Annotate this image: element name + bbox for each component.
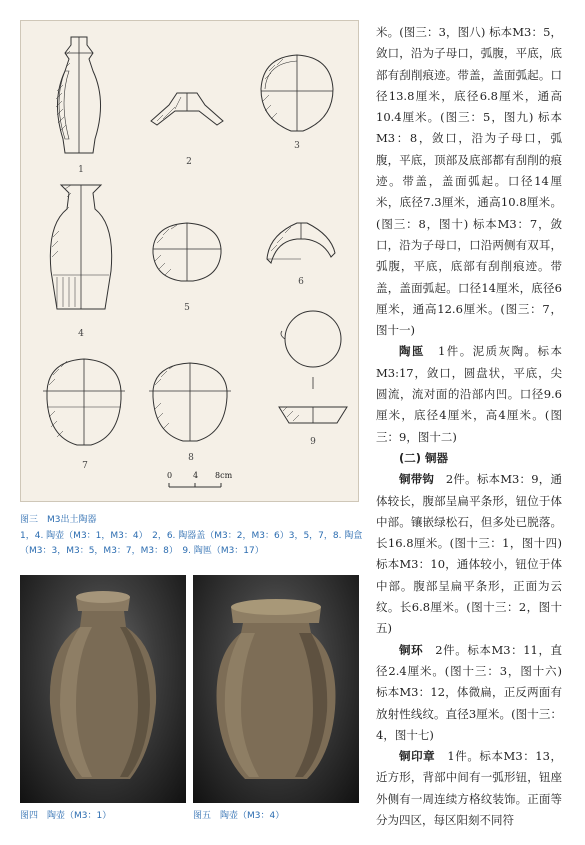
paragraph-bronze-ring xyxy=(376,640,562,746)
figure-3-caption-title: 图三 M3出土陶器 xyxy=(20,515,97,525)
figure-label-7: 7 xyxy=(82,461,88,471)
photo-2-caption: 图五 陶壶（M3：4） xyxy=(193,811,285,821)
heading-bronze-ring: 铜环 xyxy=(399,642,424,657)
body-text-column xyxy=(376,22,562,831)
basin-drawing-9 xyxy=(273,307,353,457)
figure-label-4: 4 xyxy=(78,329,84,339)
paragraph-belt-hook xyxy=(376,469,562,639)
figure-label-3: 3 xyxy=(294,141,300,151)
box-drawing-8 xyxy=(147,357,233,463)
scale-label-8cm: 8cm xyxy=(215,471,233,480)
paragraph-box-descriptions: 米。(图三：3，图八) 标本M3：5，敛口，沿为子母口，弧腹，平底，底部有刮削痕迹。带盖，盖面弧起。口径13.8厘米，底径6.8厘米，通高10.4厘米。(图三：5，图九) 标本M3：8，敛口，沿为子母口，弧腹，平底，顶部及底部都有刮削的痕迹。带盖，盖面弧起。口径14厘米，底径7.3厘米，通高10.8厘米。(图三：8，图十) 标本M3：7，敛口，沿为子母口，口沿两侧有双耳，弧腹，平底，底部有刮削痕迹。带盖，盖面弧起。口径14厘米，底径6厘米，通高12.6厘米。(图三：7，图十一) xyxy=(376,25,562,338)
figure-3-plate xyxy=(20,20,359,502)
lid-drawing-6 xyxy=(261,211,341,287)
figure-label-8: 8 xyxy=(188,453,194,463)
figure-3-caption-body: 1，4. 陶壶（M3：1，M3：4） 2，6. 陶器盖（M3：2，M3：6）3，5，7，8. 陶盒（M3：3，M3：5，M3：7，M3：8） 9. 陶匜（M3：17） xyxy=(20,531,363,556)
figure-label-1: 1 xyxy=(78,165,84,175)
paragraph-bronze-seal xyxy=(376,746,562,831)
scale-label-0: 0 xyxy=(167,471,173,480)
box-drawing-3 xyxy=(257,49,337,149)
section-heading-bronze: (二) 铜器 xyxy=(399,450,449,465)
pot-drawing-1 xyxy=(49,31,109,175)
box-drawing-5 xyxy=(147,217,227,313)
heading-belt-hook: 铜带钩 xyxy=(399,472,435,487)
photo-pot-m3-1 xyxy=(20,575,186,803)
scale-bar xyxy=(165,471,245,495)
pot-drawing-4 xyxy=(41,181,121,339)
heading-pottery-yi: 陶匜 xyxy=(399,344,425,359)
figure-label-2: 2 xyxy=(186,157,192,167)
pottery-yi-text: 1件。泥质灰陶。标本M3:17，敛口，圆盘状，平底，尖圆流，流对面的沿部内凹。口径9.6厘米，底径4厘米，高4厘米。(图三：9，图十二) xyxy=(376,344,563,444)
heading-bronze-seal: 铜印章 xyxy=(399,749,436,764)
photo-1-caption: 图四 陶壶（M3：1） xyxy=(20,811,112,821)
scale-label-4: 4 xyxy=(193,471,199,480)
figure-label-6: 6 xyxy=(298,277,304,287)
belt-hook-text: 2件。标本M3：9，通体较长，腹部呈扁平条形，钮位于体中部。镶嵌绿松石，但多处已脱落。长16.8厘米。(图十三：1，图十四) 标本M3：10，通体较小，钮位于体中部。腹部呈扁平条形，正面为云纹。长6.8厘米。(图十三：2，图十五) xyxy=(376,472,562,636)
box-drawing-7 xyxy=(41,351,127,471)
bronze-seal-text: 1件。标本M3：13，近方形，背部中间有一弧形钮，钮座外侧有一周连续方格纹装饰。正面等分为四区，每区阳刻不同符 xyxy=(376,749,563,827)
paragraph-pottery-yi xyxy=(376,341,562,447)
lid-drawing-2 xyxy=(147,81,227,167)
photo-pot-m3-4 xyxy=(193,575,359,803)
figure-label-9: 9 xyxy=(310,437,316,447)
figure-label-5: 5 xyxy=(184,303,190,313)
bronze-ring-text: 2件。标本M3：11，直径2.4厘米。(图十三：3，图十六) 标本M3：12，体微扁，正反两面有放射性线纹。直径3厘米。(图十三：4，图十七) xyxy=(376,642,563,742)
